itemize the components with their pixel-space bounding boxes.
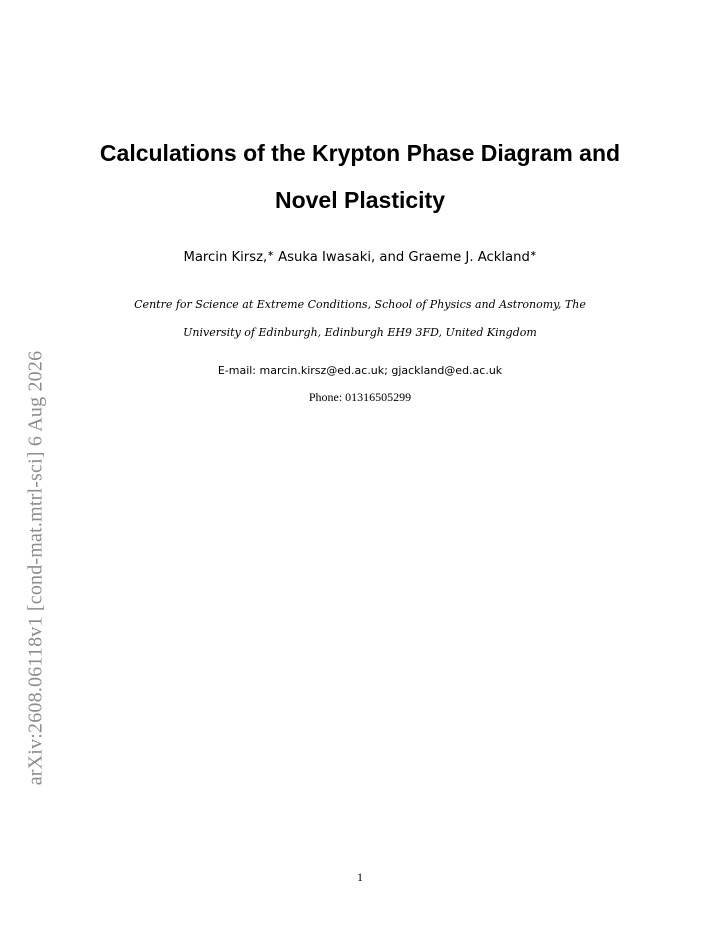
- email-label: E-mail:: [217, 364, 260, 377]
- author-iwasaki-ackland: Asuka Iwasaki, and Graeme J. Ackland: [273, 250, 530, 265]
- title-line-2: Novel Plasticity: [274, 187, 446, 213]
- page-number: 1: [357, 870, 363, 884]
- contact-email: [60, 363, 660, 379]
- affiliation-line-1: Centre for Science at Extreme Conditions, School of Physics and Astronomy, The: [134, 298, 586, 311]
- author-kirsz: Marcin Kirsz,: [183, 250, 268, 265]
- title-line-1: Calculations of the Krypton Phase Diagram and: [99, 140, 621, 166]
- affiliation: [60, 291, 660, 347]
- phone-label: Phone:: [308, 390, 346, 404]
- phone-number: 01316505299: [345, 390, 412, 404]
- corresponding-author-mark: ∗: [267, 249, 274, 258]
- affiliation-line-2: University of Edinburgh, Edinburgh EH9 3FD, United Kingdom: [183, 326, 537, 339]
- author-list: [60, 249, 660, 267]
- email-addresses: marcin.kirsz@ed.ac.uk; gjackland@ed.ac.uk: [259, 364, 503, 377]
- paper-title: [60, 130, 660, 224]
- contact-phone: [60, 389, 660, 405]
- corresponding-author-mark: ∗: [529, 249, 537, 258]
- arxiv-identifier-stamp: arXiv:2608.06118v1 [cond-mat.mtrl-sci] 6 Aug 2026: [24, 350, 47, 786]
